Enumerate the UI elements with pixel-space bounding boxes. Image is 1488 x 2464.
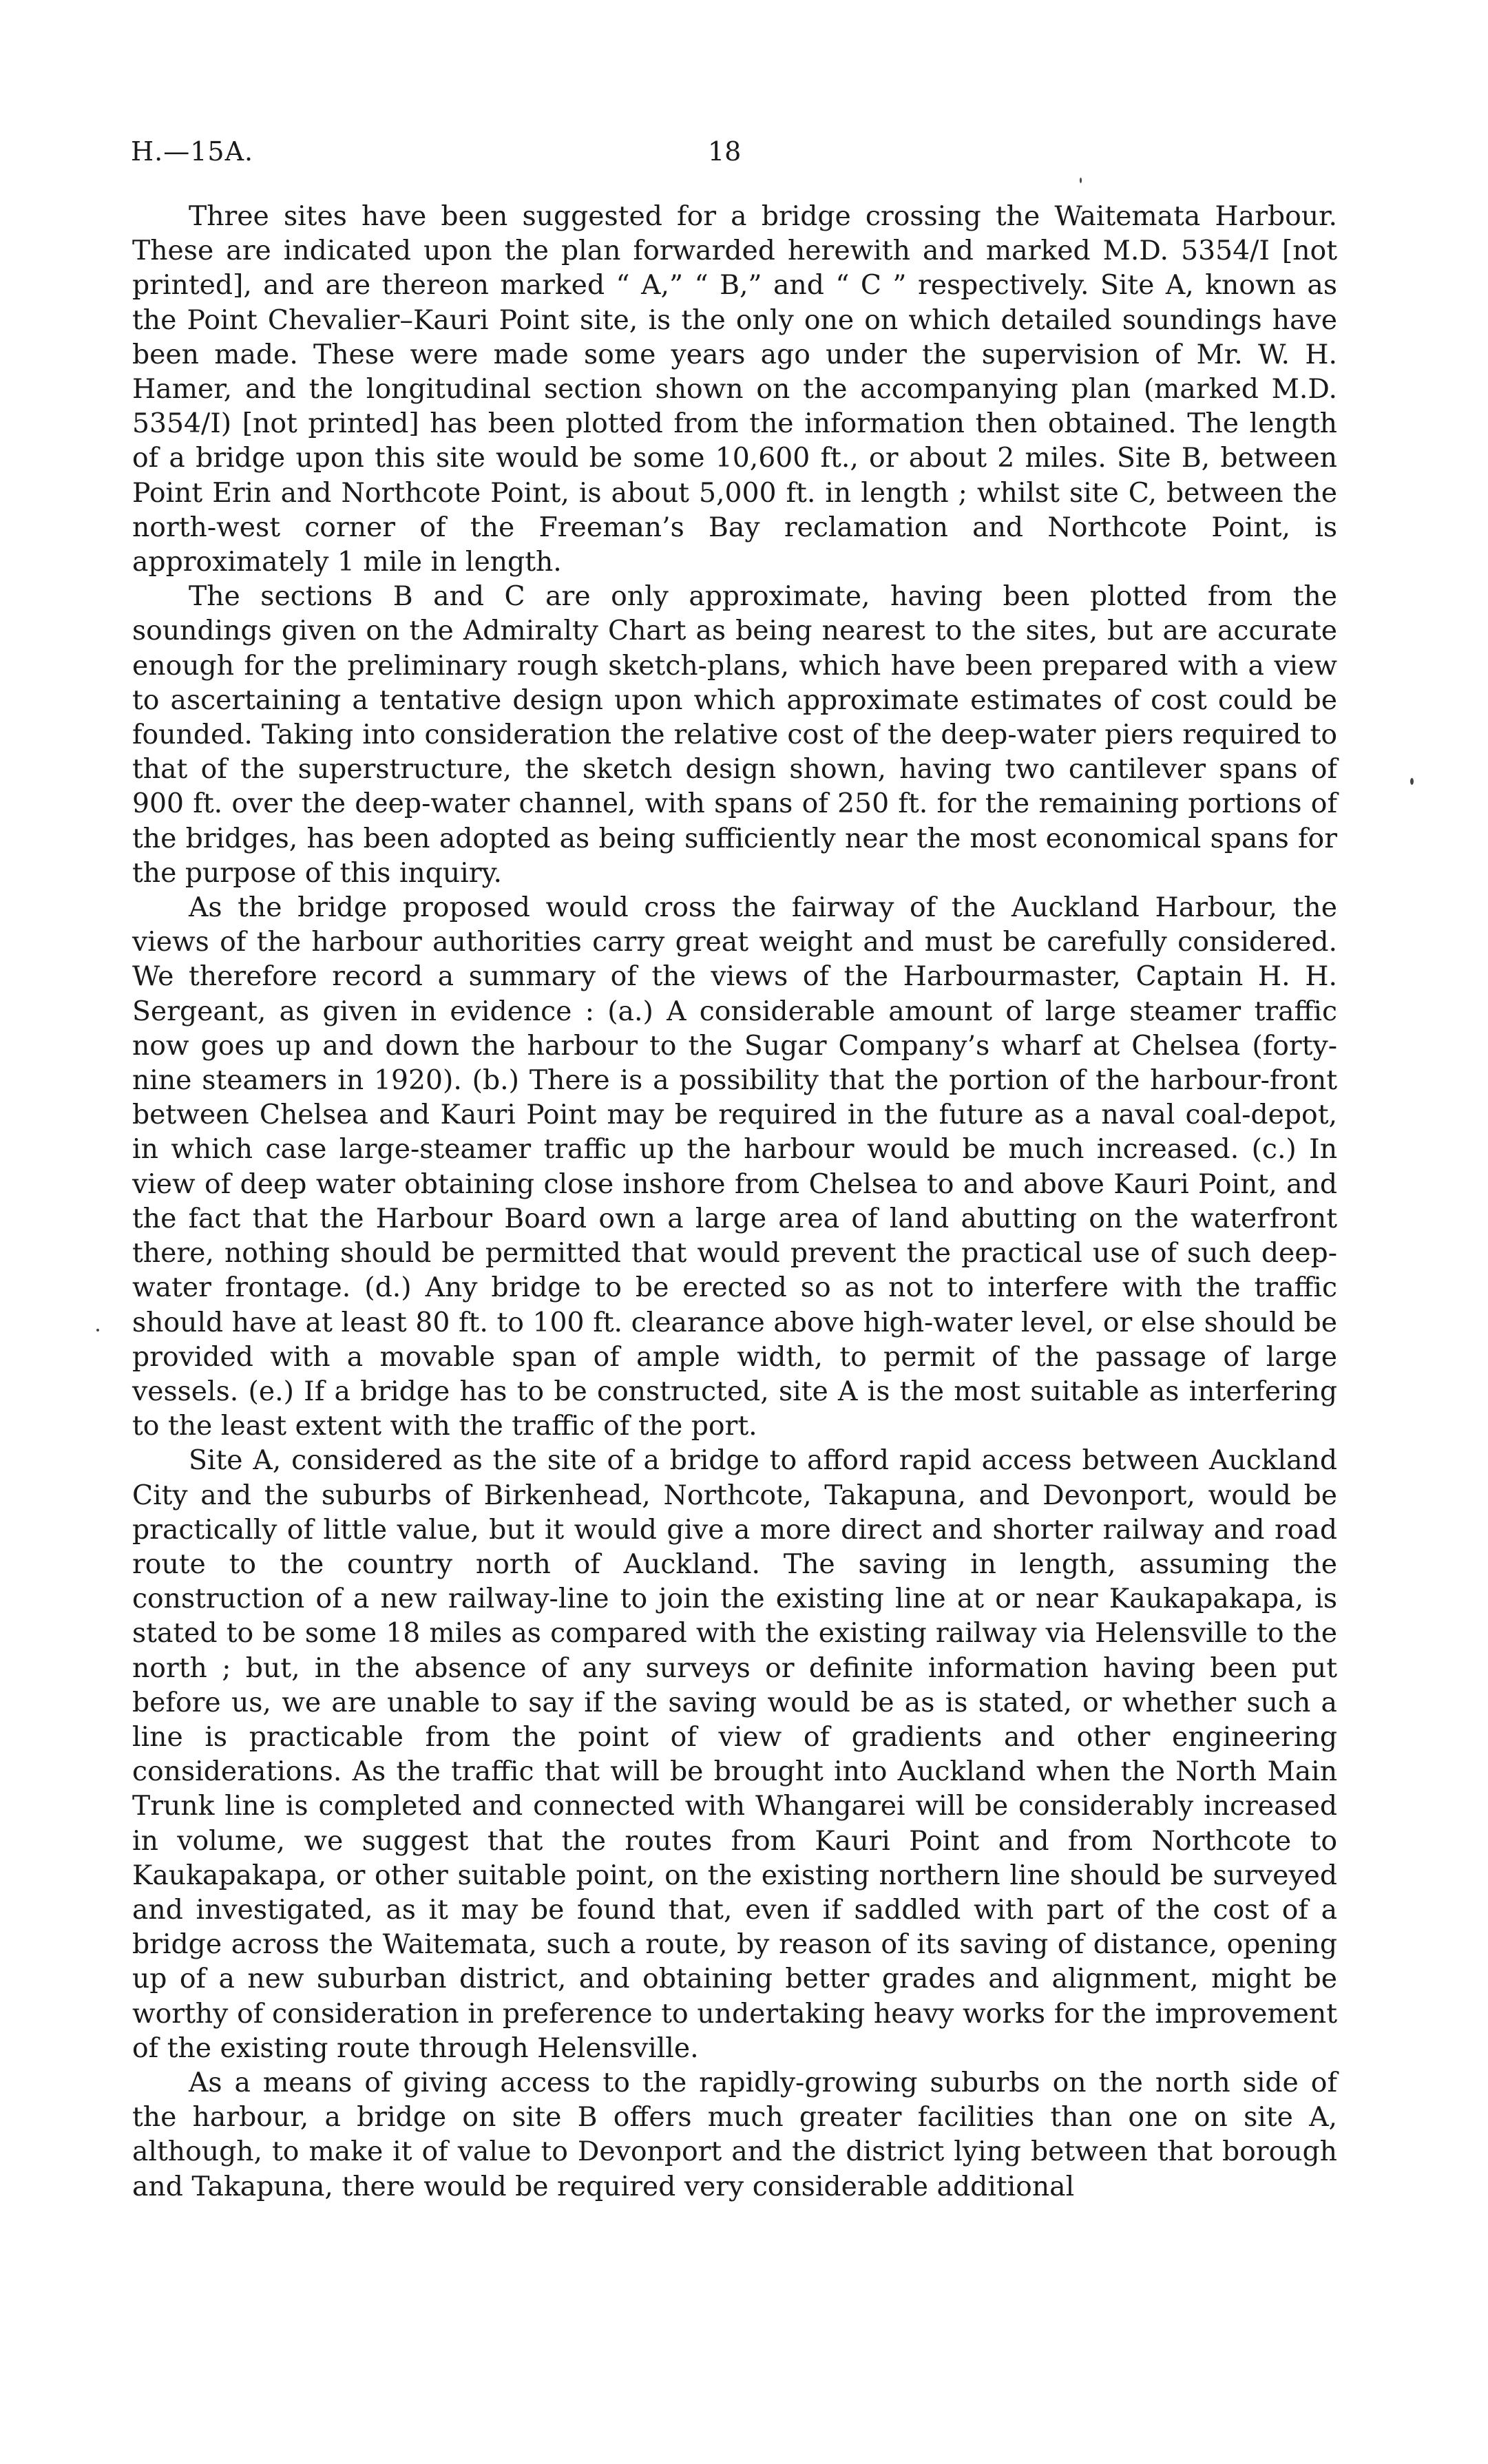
body-text <box>132 200 1337 2204</box>
paragraph-site-b-access: As a means of giving access to the rapidly-growing suburbs on the north side of the harbour, a bridge on site B offers much greater facilities than one on site A, although, to make it of value to Devonport and the district lying between that borough and Takapuna, there would be required very considerable additional <box>132 2067 1337 2202</box>
stray-ink-dot <box>96 1329 99 1331</box>
paragraph-sections-design: The sections B and C are only approximate, having been plotted from the soundings given on the Admiralty Chart as being nearest to the sites, but are accurate enough for the preliminary rough sketch-plans, which have been prepared with a view to ascertaining a tentative design upon which approximate estimates of cost could be founded. Taking into consideration the relative cost of the deep-water piers required to that of the superstructure, the sketch design shown, having two cantilever spans of 900 ft. over the deep-water channel, with spans of 250 ft. for the remaining portions of the bridges, has been adopted as being sufficiently near the most economical spans for the purpose of this inquiry. <box>132 581 1337 889</box>
page-number: 18 <box>708 136 742 167</box>
paragraph-harbour-authorities: As the bridge proposed would cross the fairway of the Auckland Harbour, the views of the harbour authorities carry great weight and must be carefully considered. We therefore record a summary of the views of the Harbourmaster, Captain H. H. Sergeant, as given in evidence : (a.) A considerable amount of large steamer traffic now goes up and down the harbour to the Sugar Company’s wharf at Chelsea (forty-nine steamers in 1920). (b.) There is a possibility that the portion of the harbour-front between Chelsea and Kauri Point may be required in the future as a naval coal-depot, in which case large-steamer traffic up the harbour would be much increased. (c.) In view of deep water obtaining close inshore from Chelsea to and above Kauri Point, and the fact that the Harbour Board own a large area of land abutting on the waterfront there, nothing should be permitted that would prevent the practical use of such deep-water frontage. (d.) Any bridge to be erected so as not to interfere with the traffic should have at least 80 ft. to 100 ft. clearance above high-water level, or else should be provided with a movable span of ample width, to permit of the passage of large vessels. (e.) If a bridge has to be constructed, site A is the most suitable as interfering to the least extent with the traffic of the port. <box>132 892 1337 1442</box>
paragraph-site-a-railway: Site A, considered as the site of a bridge to afford rapid access between Auckland City and the suburbs of Birkenhead, Northcote, Takapuna, and Devonport, would be practically of little value, but it would give a more direct and shorter railway and road route to the country north of Auckland. The saving in length, assuming the construction of a new railway-line to join the existing line at or near Kaukapakapa, is stated to be some 18 miles as compared with the existing railway via Helensville to the north ; but, in the absence of any surveys or definite information having been put before us, we are unable to say if the saving would be as is stated, or whether such a line is practicable from the point of view of gradients and other engineering considerations. As the traffic that will be brought into Auckland when the North Main Trunk line is completed and connected with Whangarei will be considerably increased in volume, we suggest that the routes from Kauri Point and from Northcote to Kaukapakapa, or other suitable point, on the existing northern line should be surveyed and investigated, as it may be found that, even if saddled with part of the cost of a bridge across the Waitemata, such a route, by reason of its saving of distance, opening up of a new suburban district, and obtaining better grades and alignment, might be worthy of consideration in preference to undertaking heavy works for the improvement of the existing route through Helensville. <box>132 1445 1337 2064</box>
paragraph-sites-overview: Three sites have been suggested for a bridge crossing the Waitemata Harbour. These are indicated upon the plan forwarded herewith and marked M.D. 5354/I [not printed], and are thereon marked “ A,” “ B,” and “ C ” respectively. Site A, known as the Point Chevalier–Kauri Point site, is the only one on which detailed soundings have been made. These were made some years ago under the supervision of Mr. W. H. Hamer, and the longitudinal section shown on the accompanying plan (marked M.D. 5354/I) [not printed] has been plotted from the information then obtained. The length of a bridge upon this site would be some 10,600 ft., or about 2 miles. Site B, between Point Erin and Northcote Point, is about 5,000 ft. in length ; whilst site C, between the north-west corner of the Freeman’s Bay reclamation and Northcote Point, is approximately 1 mile in length. <box>132 201 1337 578</box>
report-reference: H.—15A. <box>131 136 254 167</box>
stray-ink-mark <box>1410 778 1414 785</box>
stray-ink-tick <box>1080 178 1082 183</box>
running-header <box>131 136 1343 178</box>
